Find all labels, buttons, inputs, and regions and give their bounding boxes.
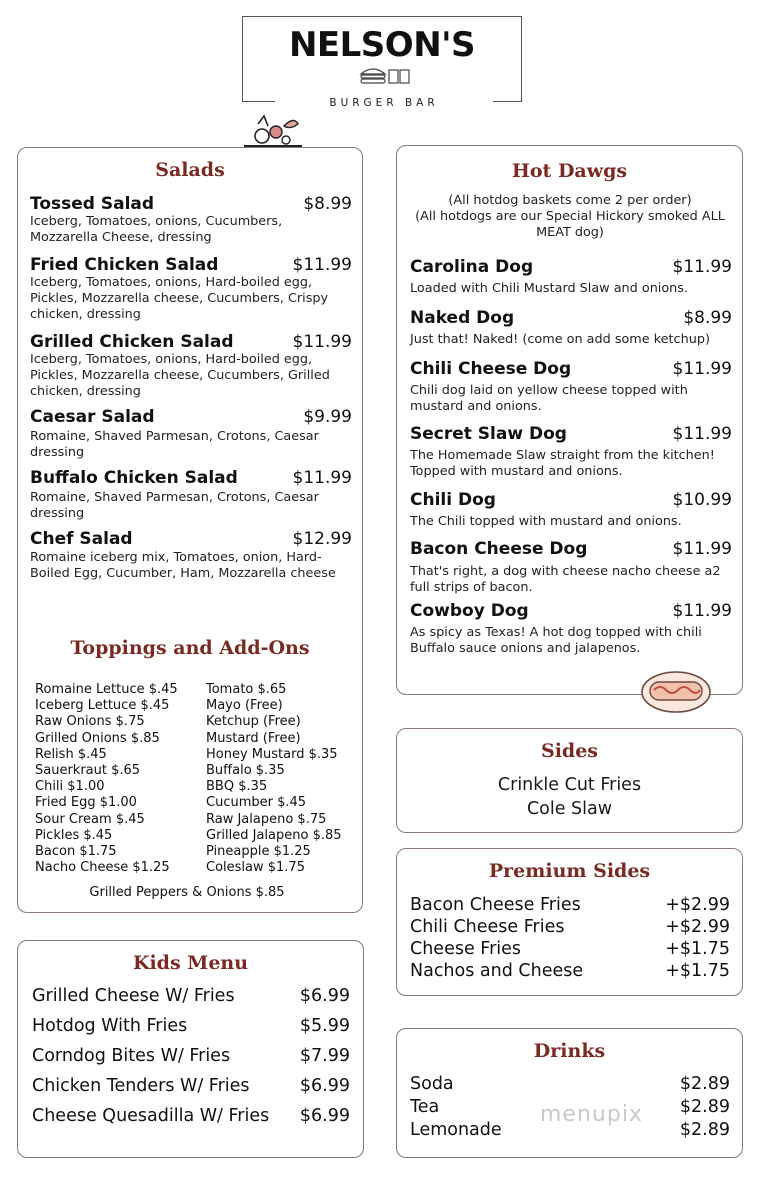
drink-item (410, 1074, 730, 1094)
menu-item-chili-cheese-dog (410, 359, 732, 379)
item-name: Grilled Cheese W/ Fries (32, 986, 235, 1006)
premium-sides-title: Premium Sides (488, 860, 651, 882)
item-name: Chicken Tenders W/ Fries (32, 1076, 250, 1096)
topping-item: Mayo (Free) (206, 698, 283, 714)
topping-item: Raw Onions $.75 (35, 714, 145, 730)
topping-item: Fried Egg $1.00 (35, 795, 137, 811)
topping-item: Tomato $.65 (206, 682, 287, 697)
topping-item: Grilled Onions $.85 (35, 730, 160, 746)
hot-dawgs-note: (All hotdog baskets come 2 per order) (448, 193, 692, 208)
kids-item (32, 1016, 350, 1036)
item-description: Romaine, Shaved Parmesan, Crotons, Caesar dressing (30, 490, 319, 521)
item-price: $8.99 (303, 194, 352, 214)
burger-icon (347, 65, 417, 87)
item-price: +$2.99 (665, 895, 730, 915)
item-price: $6.99 (299, 986, 350, 1006)
item-description: Romaine, Shaved Parmesan, Crotons, Caesar dressing (30, 429, 319, 460)
side-item: Crinkle Cut Fries (497, 775, 642, 795)
item-price: $2.89 (679, 1120, 730, 1140)
item-name: Cheese Fries (410, 939, 522, 959)
item-price: $9.99 (303, 407, 352, 427)
topping-item: Nacho Cheese $1.25 (35, 860, 170, 876)
topping-item: Sour Cream $.45 (35, 811, 145, 827)
item-price: $8.99 (683, 308, 732, 328)
item-name: Bacon Cheese Fries (410, 895, 581, 915)
item-price: $11.99 (672, 359, 732, 379)
item-name: Chili Cheese Fries (410, 917, 565, 937)
item-name: Nachos and Cheese (410, 961, 584, 981)
menu-item-bacon-cheese-dog (410, 539, 732, 559)
topping-item: Honey Mustard $.35 (206, 746, 338, 762)
restaurant-subtitle: BURGER BAR (275, 93, 493, 113)
item-price: $2.89 (679, 1074, 730, 1094)
item-description: The Homemade Slaw straight from the kitchen! Topped with mustard and onions. (410, 448, 715, 479)
item-name: Cheese Quesadilla W/ Fries (32, 1106, 270, 1126)
item-price: $10.99 (672, 490, 732, 510)
premium-item (410, 917, 730, 937)
item-price: $12.99 (292, 529, 352, 549)
kids-item (32, 1076, 350, 1096)
menu-item-chef-salad (30, 529, 352, 549)
item-description: The Chili topped with mustard and onions. (410, 514, 682, 529)
item-price: $2.89 (679, 1097, 730, 1117)
item-name: Grilled Chicken Salad (30, 332, 234, 352)
item-name: Carolina Dog (410, 257, 534, 277)
item-name: Caesar Salad (30, 407, 155, 427)
kids-item (32, 986, 350, 1006)
topping-item: Cucumber $.45 (206, 795, 307, 811)
item-name: Cowboy Dog (410, 601, 529, 621)
topping-item: Ketchup (Free) (206, 714, 301, 730)
item-price: +$1.75 (665, 939, 730, 959)
topping-item: Pickles $.45 (35, 827, 113, 843)
item-name: Chef Salad (30, 529, 133, 549)
item-price: $6.99 (299, 1076, 350, 1096)
menu-item-carolina-dog (410, 257, 732, 277)
toppings-right-column (206, 682, 356, 876)
topping-item: Grilled Jalapeno $.85 (206, 827, 342, 843)
item-name: Corndog Bites W/ Fries (32, 1046, 231, 1066)
item-description: As spicy as Texas! A hot dog topped with chili Buffalo sauce onions and jalapenos. (410, 625, 702, 656)
menu-item-buffalo-chicken-salad (30, 468, 352, 488)
topping-item: Bacon $1.75 (35, 844, 117, 860)
topping-item: BBQ $.35 (206, 779, 268, 795)
item-price: $11.99 (292, 332, 352, 352)
premium-item (410, 939, 730, 959)
restaurant-name: NELSON'S (288, 25, 476, 65)
item-description: Just that! Naked! (come on add some ketchup) (410, 332, 710, 347)
topping-item: Chili $1.00 (35, 779, 105, 795)
menu-item-chili-dog (410, 490, 732, 510)
item-price: $11.99 (292, 468, 352, 488)
topping-item: Pineapple $1.25 (206, 844, 311, 860)
item-price: +$1.75 (665, 961, 730, 981)
item-name: Tossed Salad (30, 194, 155, 214)
logo-box (242, 16, 522, 109)
menu-item-naked-dog (410, 308, 732, 328)
item-description: Iceberg, Tomatoes, onions, Hard-boiled egg, Pickles, Mozzarella cheese, Cucumbers, Grilled chicken, dressing (30, 352, 330, 399)
toppings-left-column (35, 682, 205, 876)
menu-item-caesar-salad (30, 407, 352, 427)
item-name: Naked Dog (410, 308, 515, 328)
toppings-title: Toppings and Add-Ons (70, 637, 310, 659)
topping-item: Coleslaw $1.75 (206, 860, 305, 876)
side-item: Cole Slaw (526, 799, 613, 819)
menu-item-secret-slaw-dog (410, 424, 732, 444)
item-price: $11.99 (672, 257, 732, 277)
logo-icons (243, 65, 521, 89)
topping-item: Iceberg Lettuce $.45 (35, 698, 170, 714)
hot-dawgs-title: Hot Dawgs (511, 160, 628, 182)
item-name: Chili Dog (410, 490, 496, 510)
menu-item-fried-chicken-salad (30, 255, 352, 275)
item-name: Soda (410, 1074, 454, 1094)
item-price: $6.99 (299, 1106, 350, 1126)
item-name: Tea (410, 1097, 440, 1117)
item-description: Loaded with Chili Mustard Slaw and onions. (410, 281, 689, 296)
kids-item (32, 1046, 350, 1066)
menu-item-grilled-chicken-salad (30, 332, 352, 352)
item-name: Buffalo Chicken Salad (30, 468, 238, 488)
item-description: Romaine iceberg mix, Tomatoes, onion, Hard-Boiled Egg, Cucumber, Ham, Mozzarella cheese (30, 550, 336, 581)
item-description: Iceberg, Tomatoes, onions, Hard-boiled egg, Pickles, Mozzarella cheese, Cucumbers, Crispy chicken, dressing (30, 275, 329, 322)
drinks-title: Drinks (533, 1040, 606, 1062)
item-name: Lemonade (410, 1120, 502, 1140)
item-price: $11.99 (292, 255, 352, 275)
drink-item (410, 1097, 730, 1117)
item-description: That's right, a dog with cheese nacho cheese a2 full strips of bacon. (410, 564, 721, 595)
item-price: $11.99 (672, 539, 732, 559)
item-price: $11.99 (672, 424, 732, 444)
item-name: Chili Cheese Dog (410, 359, 572, 379)
item-name: Bacon Cheese Dog (410, 539, 588, 559)
item-price: +$2.99 (665, 917, 730, 937)
hotdog-icon (638, 668, 714, 716)
topping-item: Buffalo $.35 (206, 763, 285, 779)
topping-item: Sauerkraut $.65 (35, 763, 141, 779)
kids-item (32, 1106, 350, 1126)
item-description: Iceberg, Tomatoes, onions, Cucumbers, Mozzarella Cheese, dressing (30, 214, 283, 245)
toppings-footer: Grilled Peppers & Onions $.85 (89, 885, 285, 900)
item-name: Secret Slaw Dog (410, 424, 567, 444)
menu-item-cowboy-dog (410, 601, 732, 621)
menu-item-tossed-salad (30, 194, 352, 214)
item-price: $5.99 (299, 1016, 350, 1036)
topping-item: Relish $.45 (35, 746, 107, 762)
watermark: menupix (540, 1102, 643, 1127)
sides-title: Sides (540, 740, 598, 762)
item-name: Fried Chicken Salad (30, 255, 219, 275)
premium-item (410, 895, 730, 915)
topping-item: Raw Jalapeno $.75 (206, 811, 327, 827)
item-description: Chili dog laid on yellow cheese topped with mustard and onions. (410, 383, 688, 414)
item-name: Hotdog With Fries (32, 1016, 188, 1036)
item-price: $11.99 (672, 601, 732, 621)
topping-item: Romaine Lettuce $.45 (35, 682, 178, 697)
kids-menu-title: Kids Menu (132, 952, 249, 974)
item-price: $7.99 (299, 1046, 350, 1066)
salads-title: Salads (155, 159, 225, 181)
hot-dawgs-note: (All hotdogs are our Special Hickory smoked ALL MEAT dog) (415, 209, 725, 240)
topping-item: Mustard (Free) (206, 730, 301, 746)
drink-item (410, 1120, 730, 1140)
premium-item (410, 961, 730, 981)
